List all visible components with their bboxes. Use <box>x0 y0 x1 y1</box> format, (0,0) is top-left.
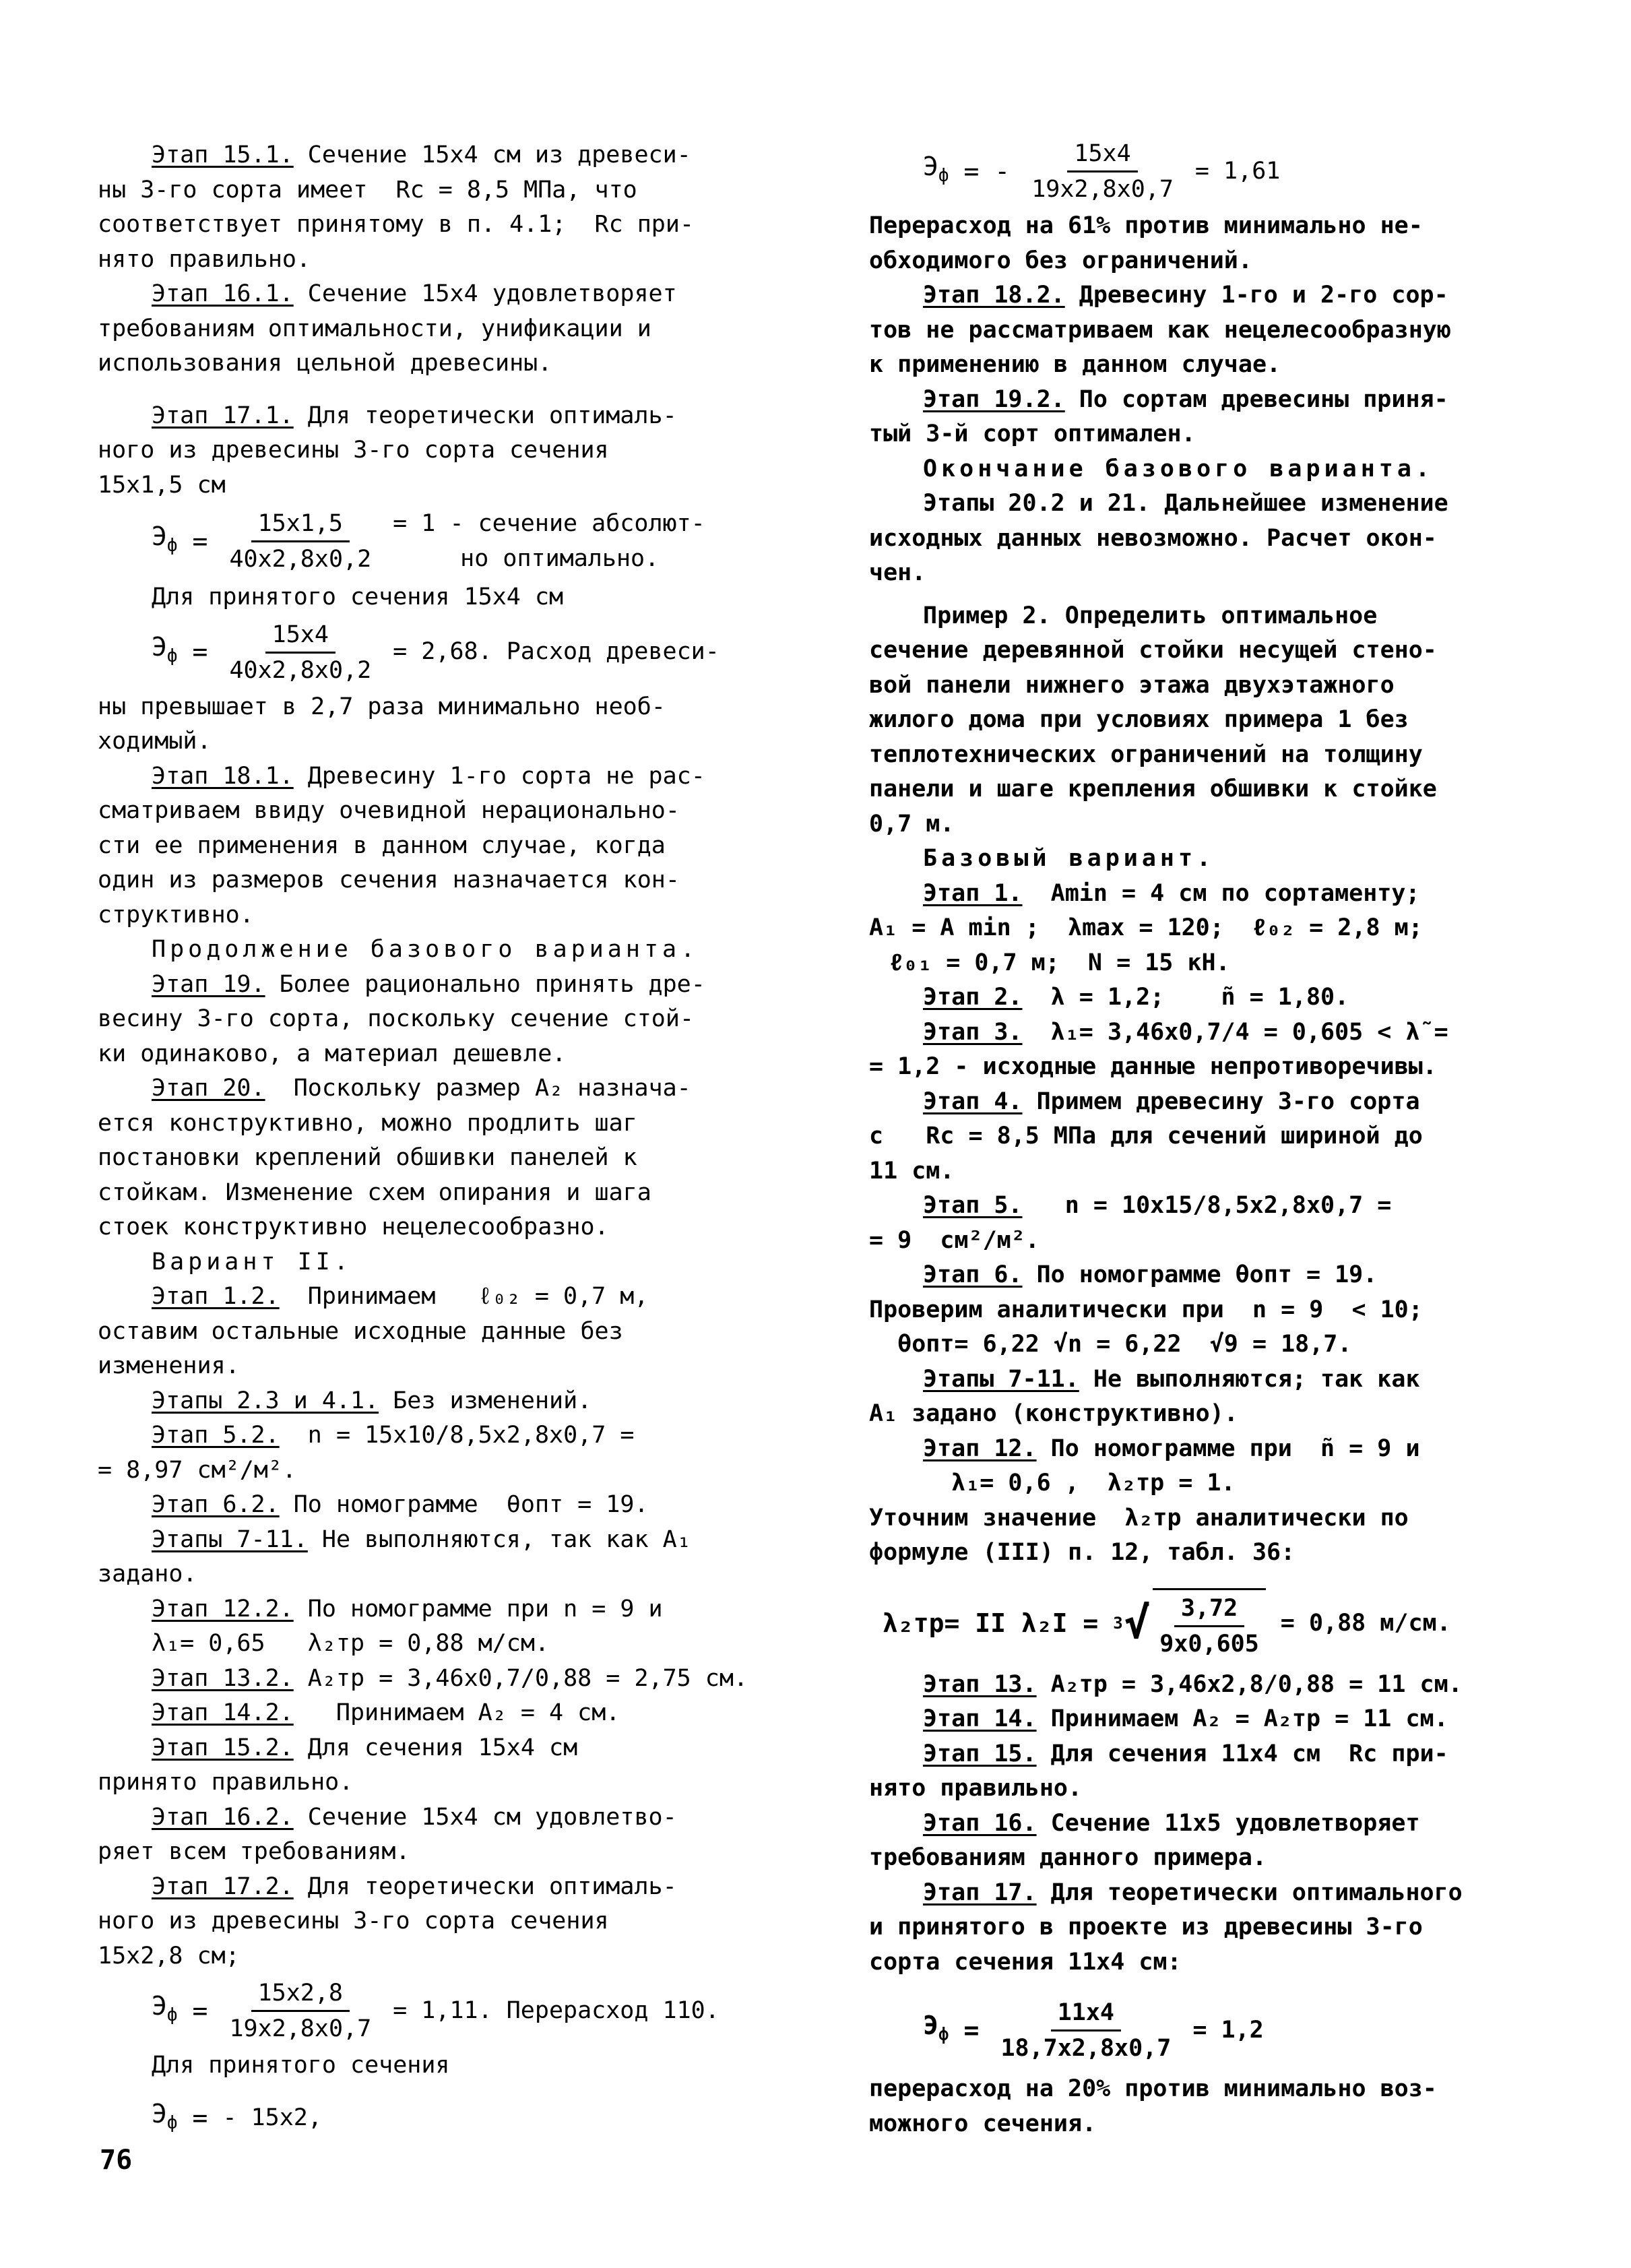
text-line: изменения. <box>98 1352 240 1379</box>
text-line: Без изменений. <box>379 1387 592 1414</box>
text-line: 11 см. <box>869 1157 955 1185</box>
step-label: Этап 16.1. <box>152 280 294 307</box>
radical-sign: √ <box>1124 1598 1151 1649</box>
step-label: Этап 5.2. <box>152 1422 280 1449</box>
text-line: структивно. <box>98 901 254 928</box>
section-heading: Продолжение базового варианта. <box>152 936 699 963</box>
formula-subscript: ф <box>938 165 949 186</box>
formula-equals: = <box>192 526 208 556</box>
text-line: 15х1,5 см <box>98 471 226 499</box>
text-line: Для сечения 15х4 см <box>293 1734 578 1761</box>
text-line: Принимаем ℓ₀₂ = 0,7 м, <box>279 1283 649 1310</box>
step-label: Этап 12.2. <box>152 1595 294 1623</box>
section-heading: Базовый вариант. <box>923 845 1215 872</box>
fraction <box>222 619 378 686</box>
text-line: По номограмме при ñ = 9 и <box>1036 1435 1420 1462</box>
formula-result: = 1,11. Перерасход 110. <box>393 1996 719 2024</box>
text-line: исходных данных невозможно. Расчет окон- <box>869 524 1437 552</box>
text-line: По номограмме при n = 9 и <box>293 1595 663 1623</box>
text-line: θопт= 6,22 √n = 6,22 √9 = 18,7. <box>869 1331 1352 1358</box>
formula-equals: = <box>963 2015 980 2045</box>
text-line: Для принятого сечения <box>152 2052 450 2079</box>
text-line: принято правильно. <box>98 1769 354 1796</box>
text-line: Сечение 11х5 удовлетворяет <box>1036 1809 1420 1837</box>
step-2-3 <box>98 1384 771 1419</box>
formula-symbol: Э <box>152 2098 167 2129</box>
example-2-heading: Пример 2. Определить оптимальное <box>923 602 1378 629</box>
step-14 <box>869 1702 1516 1737</box>
fraction-numerator: 15х4 <box>1067 138 1137 172</box>
formula-lhs <box>152 519 178 563</box>
formula-efficiency-4 <box>152 2097 771 2141</box>
text-line: Примем древесину 3-го сорта <box>1022 1088 1420 1115</box>
text-line: нято правильно. <box>869 1775 1083 1802</box>
fraction-denominator: 40х2,8х0,2 <box>229 656 372 684</box>
right-column <box>869 138 1516 2141</box>
step-16-1 <box>98 277 771 312</box>
text-line: постановки креплений обшивки панелей к <box>98 1144 637 1171</box>
text-line: Сечение 15х4 см удовлетво- <box>293 1803 677 1831</box>
text-line: стойкам. Изменение схем опирания и шага <box>98 1178 651 1206</box>
formula-lhs <box>923 150 949 193</box>
text-line: По номограмме θопт = 19. <box>1022 1261 1378 1288</box>
text-line: Принимаем А₂ = 4 см. <box>293 1699 620 1726</box>
left-column <box>98 138 771 2145</box>
step-label: Этап 13. <box>923 1670 1037 1698</box>
text-line: ряет всем требованиям. <box>98 1838 410 1865</box>
formula-symbol: Э <box>152 632 167 662</box>
text-line: Проверим аналитически при n = 9 < 10; <box>869 1296 1423 1323</box>
text-line: сечение деревянной стойки несущей стено- <box>869 637 1437 664</box>
step-label: Этап 5. <box>923 1192 1023 1219</box>
step-label: Этап 19. <box>152 970 265 998</box>
text-line: требованиям данного примера. <box>869 1844 1267 1871</box>
text-line: λ = 1,2; ñ = 1,80. <box>1022 984 1349 1011</box>
step-label: Этап 17.2. <box>152 1872 294 1900</box>
formula-efficiency-3 <box>152 1978 771 2044</box>
text-line: λ₁= 3,46х0,7/4 = 0,605 < λ̃ = <box>1022 1018 1448 1046</box>
text-line: Для теоретически оптималь- <box>293 402 677 429</box>
text-line: обходимого без ограничений. <box>869 247 1252 274</box>
formula-subscript: ф <box>938 2024 949 2045</box>
step-label: Этап 16. <box>923 1809 1037 1837</box>
step-label: Этап 17. <box>923 1879 1037 1906</box>
text-line: соответствует принятому в п. 4.1; Rс при- <box>98 211 695 238</box>
text-line: ны 3-го сорта имеет Rс = 8,5 МПа, что <box>98 176 637 203</box>
text-line: А₂тр = 3,46х0,7/0,88 = 2,75 см. <box>293 1664 748 1692</box>
fraction <box>222 1978 378 2044</box>
text-line: Уточним значение λ₂тр аналитически по <box>869 1504 1409 1532</box>
formula-symbol: Э <box>923 151 938 181</box>
text-line: сти ее применения в данном случае, когда <box>98 831 666 859</box>
formula-subscript: ф <box>166 2005 178 2025</box>
text-line: 15х2,8 см; <box>98 1942 240 1970</box>
text-line: требованиям оптимальности, унификации и <box>98 315 651 342</box>
text-line: весину 3-го сорта, поскольку сечение стой- <box>98 1005 695 1032</box>
step-label: Этап 13.2. <box>152 1664 294 1692</box>
formula-symbol: Э <box>152 521 167 551</box>
step-label: Этап 6.2. <box>152 1491 280 1518</box>
fraction <box>1153 1588 1266 1660</box>
root-index: 3 <box>1113 1613 1123 1633</box>
text-line: По номограмме θопт = 19. <box>279 1491 649 1518</box>
section-heading: Окончание базового варианта. <box>923 455 1434 482</box>
fraction-numerator: 15х4 <box>265 619 335 654</box>
text-line: задано. <box>98 1561 197 1587</box>
step-12 <box>869 1432 1516 1467</box>
text-line: можного сечения. <box>869 2110 1097 2137</box>
step-6-2 <box>98 1488 771 1523</box>
text-line: сматриваем ввиду очевидной нерациональнo- <box>98 797 680 824</box>
text-line: ки одинаково, а материал дешевле. <box>98 1040 567 1067</box>
text-line: использования цельной древесины. <box>98 350 552 377</box>
step-15-1 <box>98 138 771 173</box>
text-line: нято правильно. <box>98 245 311 273</box>
formula-efficiency-5 <box>923 138 1516 205</box>
step-label: Этап 15. <box>923 1740 1037 1767</box>
fraction-denominator: 19х2,8х0,7 <box>229 2015 372 2042</box>
step-label: Этап 6. <box>923 1261 1023 1288</box>
text-line: панели и шаге крепления обшивки к стойке <box>869 776 1437 802</box>
step-7-11 <box>869 1362 1516 1397</box>
formula-result: = 1,61 <box>1194 157 1281 185</box>
text-line: А₁ задано (конструктивно). <box>869 1400 1238 1427</box>
step-16-2 <box>98 1800 771 1835</box>
formula-efficiency-7 <box>923 1997 1516 2064</box>
formula-subscript: ф <box>166 2112 178 2133</box>
formula-efficiency-1 <box>152 507 771 576</box>
formula-symbol: Э <box>923 2010 938 2040</box>
step-label: Этап 17.1. <box>152 402 294 429</box>
formula-result: - 15х2, <box>222 2104 322 2132</box>
formula-lhs <box>152 630 178 674</box>
text-line: теплотехнических ограничений на толщину <box>869 741 1423 768</box>
text-line: с Rс = 8,5 МПа для сечений шириной до <box>869 1123 1423 1149</box>
step-label: Этап 12. <box>923 1435 1037 1462</box>
formula-result: = 1 - сечение абсолют- <box>393 510 705 537</box>
fraction-numerator: 3,72 <box>1174 1593 1244 1627</box>
text-line: n = 15х10/8,5х2,8х0,7 = <box>279 1422 635 1449</box>
step-3 <box>869 1015 1516 1050</box>
step-14-2 <box>98 1696 771 1731</box>
text-line: Перерасход на 61% против минимально не- <box>869 212 1423 239</box>
text-line: стоек конструктивно нецелесообразно. <box>98 1214 609 1240</box>
text-line: = 9 см²/м². <box>869 1226 1040 1254</box>
step-label: Этап 15.1. <box>152 141 294 168</box>
formula-lambda-root <box>883 1588 1516 1660</box>
formula-equals: = <box>192 2103 208 2133</box>
text-line: чен. <box>869 559 926 586</box>
text-line: оставим остальные исходные данные без <box>98 1317 623 1345</box>
step-16 <box>869 1806 1516 1841</box>
fraction-numerator: 15х1,5 <box>251 508 350 542</box>
step-label: Этап 18.2. <box>923 282 1065 309</box>
text-line: сорта сечения 11х4 см: <box>869 1948 1182 1976</box>
formula-subscript: ф <box>166 646 178 667</box>
fraction <box>222 508 378 575</box>
text-line: один из размеров сечения назначается кон- <box>98 867 680 893</box>
step-12-2 <box>98 1592 771 1627</box>
step-label: Этап 2. <box>923 984 1023 1011</box>
text-line: Поскольку размер А₂ назнача- <box>265 1075 691 1102</box>
step-17-1 <box>98 399 771 434</box>
section-heading: Вариант II. <box>152 1248 352 1275</box>
formula-result: но оптимально. <box>460 544 660 572</box>
step-20 <box>98 1071 771 1106</box>
formula-equals: = <box>192 637 208 667</box>
formula-lhs <box>152 2097 178 2141</box>
formula-efficiency-2 <box>152 619 771 686</box>
step-label: Этап 4. <box>923 1088 1023 1115</box>
step-17 <box>869 1876 1516 1911</box>
step-label: Этапы 2.3 и 4.1. <box>152 1387 379 1414</box>
step-15-2 <box>98 1731 771 1766</box>
fraction <box>994 1997 1178 2064</box>
text-line: ного из древесины 3-го сорта сечения <box>98 437 609 464</box>
text-line: Для принятого сечения 15х4 см <box>152 584 564 610</box>
step-2 <box>869 980 1516 1015</box>
step-5-2 <box>98 1418 771 1453</box>
step-label: Этап 16.2. <box>152 1803 294 1831</box>
step-label: Этапы 7-11. <box>152 1525 308 1553</box>
step-18-1 <box>98 759 771 794</box>
text-line: По сортам древесины приня- <box>1064 385 1448 413</box>
step-17-2 <box>98 1870 771 1905</box>
text-line: к применению в данном случае. <box>869 351 1281 378</box>
text-line: Этапы 20.2 и 21. Дальнейшее изменение <box>923 490 1448 517</box>
step-1-2 <box>98 1280 771 1315</box>
formula-symbol: Э <box>152 1990 167 2021</box>
text-line: Более рационально принять дре- <box>265 970 705 998</box>
formula-lhs <box>152 1989 178 2033</box>
text-line: жилого дома при условиях примера 1 без <box>869 706 1409 733</box>
text-line: формуле (III) п. 12, табл. 36: <box>869 1539 1296 1566</box>
formula-result: = 0,88 м/см. <box>1280 1609 1451 1637</box>
step-label: Этап 3. <box>923 1018 1023 1046</box>
text-line: n = 10х15/8,5х2,8х0,7 = <box>1022 1192 1392 1219</box>
step-13-2 <box>98 1662 771 1697</box>
fraction-denominator: 18,7х2,8х0,7 <box>1000 2035 1172 2062</box>
text-line: λ₁= 0,65 λ₂тр = 0,88 м/см. <box>152 1630 550 1657</box>
step-18-2 <box>869 278 1516 313</box>
text-line: Не выполняются, так как А₁ <box>307 1525 691 1553</box>
formula-result: = 2,68. Расход древеси- <box>393 638 719 666</box>
step-19-2 <box>869 383 1516 418</box>
step-label: Этап 1. <box>923 879 1023 907</box>
text-line: = 8,97 см²/м². <box>98 1456 297 1484</box>
step-7-11 <box>98 1523 771 1558</box>
step-label: Этапы 7-11. <box>923 1365 1079 1393</box>
text-line: ℓ₀₁ = 0,7 м; N = 15 кН. <box>889 949 1230 976</box>
text-line: Не выполняются; так как <box>1079 1365 1420 1393</box>
text-line: Аmin = 4 см по сортаменту; <box>1022 879 1420 907</box>
text-line: и принятого в проекте из древесины 3-го <box>869 1914 1423 1941</box>
formula-lhs <box>923 2009 949 2052</box>
formula-equals: = <box>192 1995 208 2025</box>
step-label: Этап 19.2. <box>923 385 1065 413</box>
step-15 <box>869 1737 1516 1772</box>
fraction-numerator: 11х4 <box>1051 1997 1121 2031</box>
formula-lhs: λ₂тр= II λ₂I = <box>883 1608 1099 1638</box>
step-label: Этап 18.1. <box>152 762 294 790</box>
step-13 <box>869 1668 1516 1703</box>
text-line: перерасход на 20% против минимально воз- <box>869 2075 1437 2102</box>
text-line: ется конструктивно, можно продлить шаг <box>98 1109 637 1137</box>
text-line: = 1,2 - исходные данные непротиворечивы. <box>869 1053 1437 1080</box>
step-label: Этап 20. <box>152 1075 265 1102</box>
step-label: Этап 14.2. <box>152 1699 294 1726</box>
text-line: Сечение 15х4 см из древеси- <box>293 141 691 168</box>
page-number: 76 <box>100 2145 133 2176</box>
text-line: Для теоретически оптимального <box>1036 1879 1463 1906</box>
formula-subscript: ф <box>166 535 178 556</box>
fraction-numerator: 15х2,8 <box>251 1978 350 2012</box>
fraction <box>1025 138 1180 205</box>
fraction-denominator: 19х2,8х0,7 <box>1031 176 1174 203</box>
text-line: тов не рассматриваем как нецелесообразную <box>869 316 1451 344</box>
step-5 <box>869 1189 1516 1224</box>
formula-equals: = - <box>963 156 1011 186</box>
text-line: Сечение 15х4 удовлетворяет <box>293 280 677 307</box>
text-line: А₂тр = 3,46х2,8/0,88 = 11 см. <box>1036 1670 1463 1698</box>
step-6 <box>869 1258 1516 1293</box>
step-label: Этап 1.2. <box>152 1283 280 1310</box>
text-line: Для теоретически оптималь- <box>293 1872 677 1900</box>
text-line: вой панели нижнего этажа двухэтажного <box>869 671 1395 699</box>
text-line: ходимый. <box>98 728 212 755</box>
text-line: ного из древесины 3-го сорта сечения <box>98 1908 609 1934</box>
text-line: Древесину 1-го и 2-го сор- <box>1064 282 1448 309</box>
formula-result: = 1,2 <box>1192 2016 1264 2044</box>
text-line: Для сечения 11х4 см Rс при- <box>1036 1740 1448 1767</box>
text-line: Древесину 1-го сорта не рас- <box>293 762 705 790</box>
text-line: 0,7 м. <box>869 810 955 838</box>
step-label: Этап 15.2. <box>152 1734 294 1761</box>
text-line: А₁ = А min ; λmax = 120; ℓ₀₂ = 2,8 м; <box>869 914 1423 941</box>
text-line: ны превышает в 2,7 раза минимально необ- <box>98 693 666 720</box>
text-line: Принимаем А₂ = А₂тр = 11 см. <box>1036 1705 1448 1732</box>
step-1 <box>869 877 1516 912</box>
step-19 <box>98 968 771 1003</box>
step-label: Этап 14. <box>923 1705 1037 1732</box>
text-line: тый 3-й сорт оптимален. <box>869 420 1196 447</box>
text-line: λ₁= 0,6 , λ₂тр = 1. <box>923 1470 1236 1497</box>
fraction-denominator: 9х0,605 <box>1159 1630 1259 1658</box>
step-4 <box>869 1085 1516 1120</box>
fraction-denominator: 40х2,8х0,2 <box>229 546 372 573</box>
